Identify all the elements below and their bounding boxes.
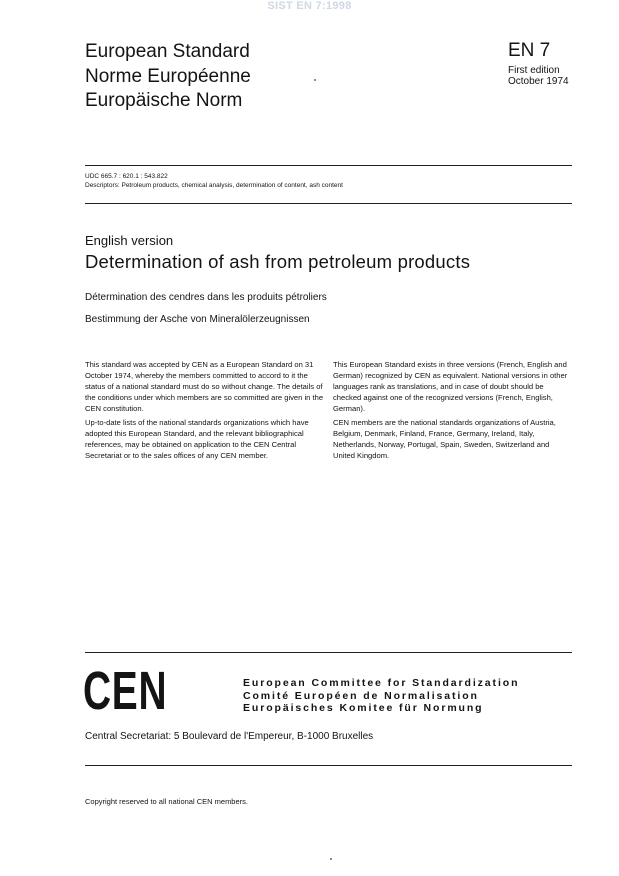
divider-footer-bottom bbox=[85, 765, 572, 766]
document-title: Determination of ash from petroleum products bbox=[85, 251, 471, 272]
versions-paragraph: This European Standard exists in three versions (French, English and German) recognized by CEN as equivalent. National versions in other languages rank as translations, and in case of doubt should be checked against one of the recognized versions (French, English, German). bbox=[333, 360, 568, 413]
committee-french: Comité Européen de Normalisation bbox=[243, 689, 479, 702]
udc-code: UDC 665.7 : 620.1 : 543.822 bbox=[85, 173, 168, 180]
edition-date: October 1974 bbox=[508, 76, 569, 87]
divider-top bbox=[85, 165, 572, 166]
committee-names bbox=[243, 677, 519, 715]
lists-paragraph: Up-to-date lists of the national standards organizations which have adopted this European Standard, and the relevant bibliographical references, may be obtained on application to the CEN Central Secretariat or to the sales offices of any CEN member. bbox=[85, 418, 309, 460]
body-column-left bbox=[85, 359, 325, 464]
descriptors: Descriptors: Petroleum products, chemical analysis, determination of content, ash content bbox=[85, 182, 343, 189]
title-english: European Standard bbox=[85, 41, 250, 62]
version-label: English version bbox=[85, 233, 174, 248]
scan-speck bbox=[314, 79, 316, 81]
standard-titles bbox=[85, 40, 251, 114]
divider-classification bbox=[85, 203, 572, 204]
document-title-french: Détermination des cendres dans les produits pétroliers bbox=[85, 292, 327, 303]
title-french: Norme Européenne bbox=[85, 65, 251, 87]
watermark: SIST EN 7:1998 bbox=[267, 0, 352, 12]
cen-logo: CEN bbox=[83, 661, 168, 721]
members-paragraph: CEN members are the national standards organizations of Austria, Belgium, Denmark, Finland, France, Germany, Ireland, Italy, Netherlands, Norway, Portugal, Spain, Sweden, Switzerland and United Kingdom. bbox=[333, 418, 556, 460]
edition-block bbox=[508, 65, 569, 87]
title-german: Europäische Norm bbox=[85, 90, 243, 111]
secretariat-address: Central Secretariat: 5 Boulevard de l'Empereur, B-1000 Bruxelles bbox=[85, 731, 374, 742]
scan-speck-bottom bbox=[330, 858, 332, 860]
committee-german: Europäisches Komitee für Normung bbox=[243, 702, 484, 714]
acceptance-paragraph: This standard was accepted by CEN as a European Standard on 31 October 1974, whereby the members committed to accord to it the status of a national standard must do so without change. The details of the conditions under which members are so committed are given in the CEN constitution. bbox=[85, 360, 324, 413]
body-column-right bbox=[333, 359, 573, 464]
edition-label: First edition bbox=[508, 65, 560, 76]
document-title-german: Bestimmung der Asche von Mineralölerzeugnissen bbox=[85, 314, 310, 325]
classification-block bbox=[85, 172, 343, 190]
standard-number: EN 7 bbox=[508, 40, 551, 61]
divider-footer-top bbox=[85, 652, 572, 653]
committee-english: European Committee for Standardization bbox=[243, 677, 520, 689]
copyright-notice: Copyright reserved to all national CEN members. bbox=[85, 797, 248, 806]
